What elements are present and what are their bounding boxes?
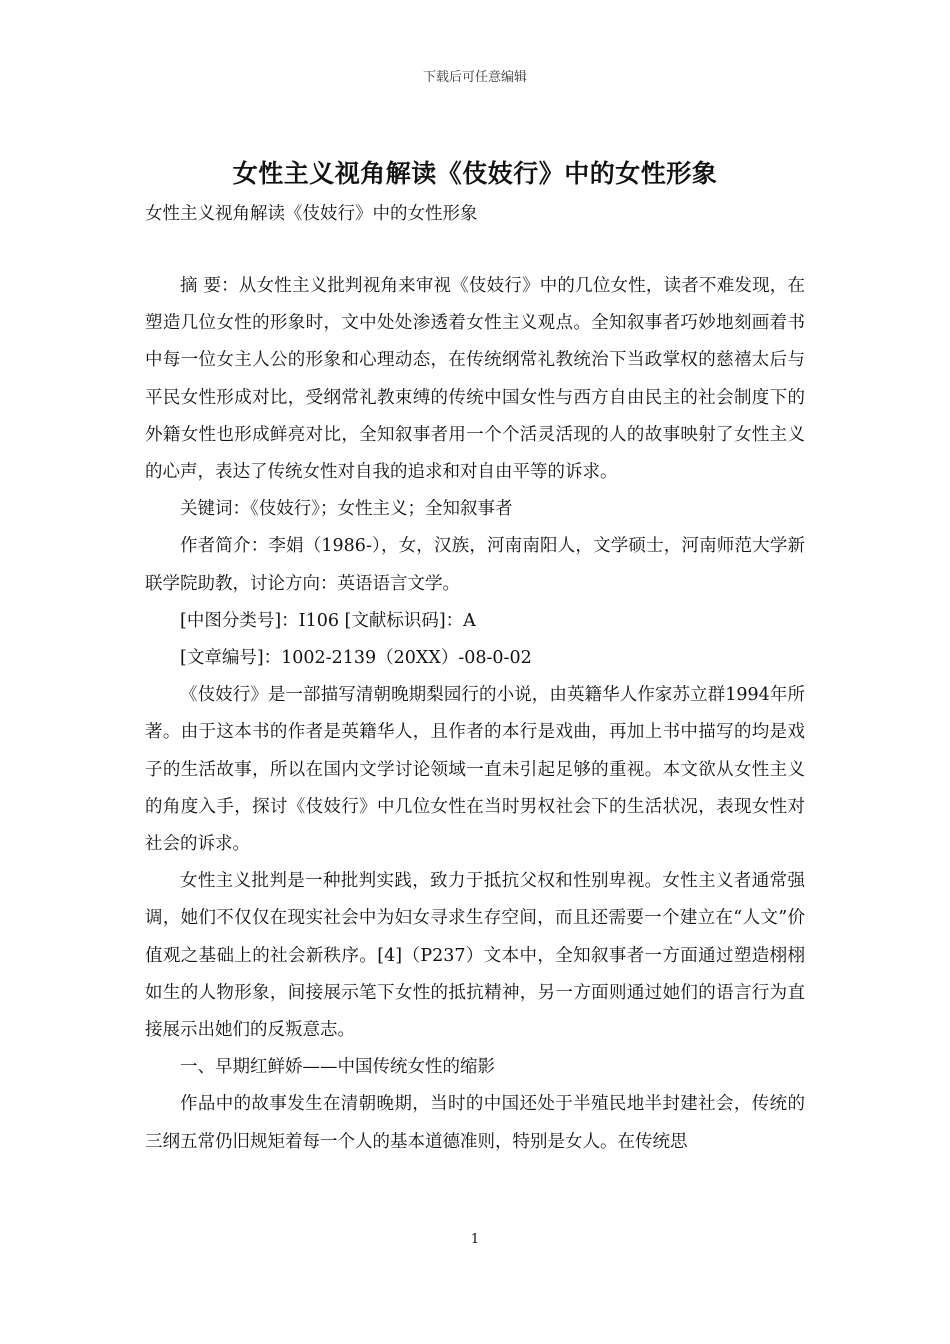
keywords-paragraph: 关键词：《伎妓行》；女性主义；全知叙事者	[180, 499, 513, 520]
abstract-paragraph: 摘 要：从女性主义批判视角来审视《伎妓行》中的几位女性，读者不难发现，在塑造几位女性的形象时，文中处处渗透着女性主义观点。全知叙事者巧妙地刻画着书中每一位女主人公的形象和心理动态，在传统纲常礼教统治下当政掌权的慈禧太后与平民女性形成对比，受纲常礼教束缚的传统中国女性与西方自由民主的社会制度下的外籍女性也形成鲜亮对比，全知叙事者用一个个活灵活现的人的故事映射了女性主义的心声，表达了传统女性对自我的追求和对自由平等的诉求。	[145, 276, 805, 483]
author-bio-paragraph: 作者简介：李娟（1986-），女，汉族，河南南阳人，文学硕士，河南师范大学新联学院助教，讨论方向：英语语言文学。	[145, 536, 805, 594]
section-heading: 一、早期红鲜娇——中国传统女性的缩影	[180, 1057, 495, 1078]
body-paragraph: 女性主义批判是一种批判实践，致力于抵抗父权和性别卑视。女性主义者通常强调，她们不仅仅在现实社会中为妇女寻求生存空间，而且还需要一个建立在“人文”价值观之基础上的社会新秩序。[4]（P237）文本中，全知叙事者一方面通过塑造栩栩如生的人物形象，间接展示笔下女性的抵抗精神，另一方面则通过她们的语言行为直接展示出她们的反叛意志。	[145, 871, 805, 1041]
header-note: 下载后可任意编辑	[422, 70, 527, 85]
body-paragraph: 作品中的故事发生在清朝晚期，当时的中国还处于半殖民地半封建社会，传统的三纲五常仍旧规矩着每一个人的基本道德准则，特别是女人。在传统思	[145, 1094, 805, 1152]
article-number-paragraph: [文章编号]：1002-2139（20XX）-08-0-02	[180, 648, 532, 669]
classification-paragraph: [中图分类号]：I106 [文献标识码]：A	[180, 610, 476, 631]
body-paragraph: 《伎妓行》是一部描写清朝晚期梨园行的小说，由英籍华人作家苏立群1994年所著。由于这本书的作者是英籍华人，且作者的本行是戏曲，再加上书中描写的均是戏子的生活故事，所以在国内文学讨论领域一直未引起足够的重视。本文欲从女性主义的角度入手，探讨《伎妓行》中几位女性在当时男权社会下的生活状况，表现女性对社会的诉求。	[145, 685, 805, 855]
page-number: 1	[470, 1232, 480, 1247]
document-title: 女性主义视角解读《伎妓行》中的女性形象	[232, 159, 718, 188]
article-body	[145, 268, 805, 1161]
document-subtitle: 女性主义视角解读《伎妓行》中的女性形象	[145, 204, 478, 224]
